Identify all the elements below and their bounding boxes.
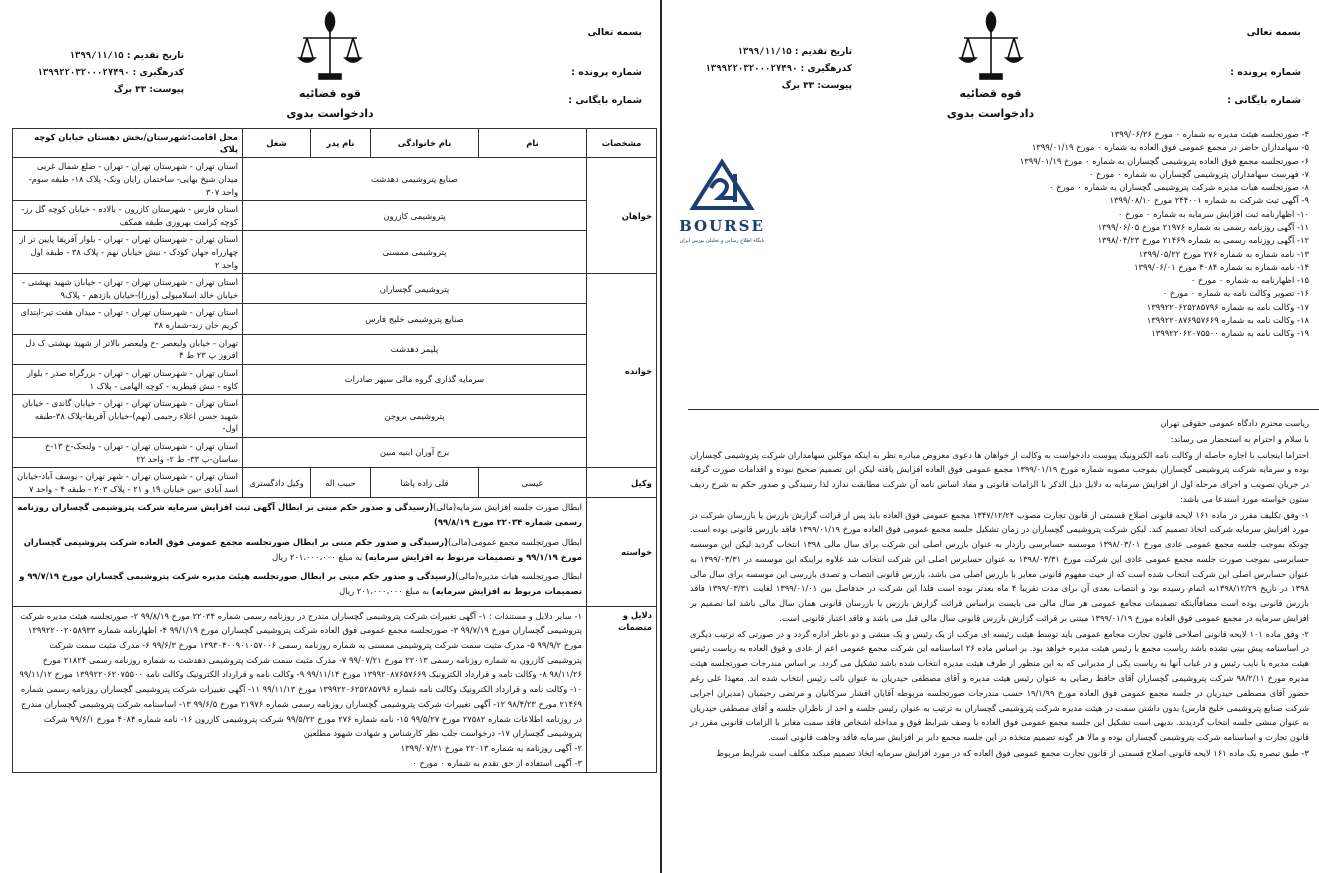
archive-number-label: شماره بایگانی : <box>568 94 642 106</box>
letter-paragraph: ۳- طبق تبصره یک ماده ۱۶۱ لایحه قانونی اصلاح قسمتی از قانون تجارت مجمع عمومی فوق العاده که در مورد افزایش سرمایه اتخاذ تصمیم میکند مکلف است شرایط مربوط <box>716 747 1309 758</box>
defendant-name: برج آوران ابنیه مبین <box>243 437 587 467</box>
attachment-item: ۱۴- نامه شماره به شماره ۴۰۸۴ مورخ ۱۳۹۹/۰۶/۰۱ <box>1134 261 1309 272</box>
defendant-address: استان تهران - شهرستان تهران - تهران - بزرگراه صدر - بلوار کاوه - نبش قیطریه - کوچه الهامی - پلاک ۱ <box>13 364 243 394</box>
plaintiff-address: استان فارس - شهرستان کازرون - بالاده - خیابان کوچه گل رز-کوچه کرامت بهروزی طبقه همکف <box>13 201 243 231</box>
lawyer-row <box>13 468 657 498</box>
request-item <box>17 535 582 564</box>
judiciary-emblem-block <box>260 4 400 122</box>
petition-parties-table <box>12 128 657 773</box>
defendant-row <box>13 304 657 334</box>
judiciary-emblem-block-2 <box>921 4 1061 122</box>
lawyer-name: عیسی <box>479 468 587 498</box>
attachment-item: ۷- فهرست سهامداران پتروشیمی گچساران به شماره ۰ مورخ ۰ <box>1088 168 1309 179</box>
request-plain: ابطال صورت جلسه افزایش سرمایه(مالی) <box>433 502 582 513</box>
col-job: شغل <box>243 129 311 158</box>
defendant-row <box>13 334 657 364</box>
court-name: قوه قضائیه <box>299 87 361 100</box>
defendant-row <box>13 364 657 394</box>
plaintiff-address: استان تهران - شهرستان تهران - تهران - بلوار آفریقا پایین تر از چهارراه جهان کودک - نبش خیابان نهم - پلاک ۳۸ - طبقه اول واحد ۲ <box>13 231 243 274</box>
lawyer-father: حبیب اله <box>311 468 371 498</box>
plaintiff-label: خواهان <box>587 158 657 274</box>
attachment-count: پیوست: ۳۳ برگ <box>113 85 184 96</box>
judiciary-emblem-icon <box>956 4 1026 84</box>
attachment-item: ۱۰- اظهارنامه ثبت افزایش سرمایه به شماره ۰ مورخ ۰ <box>1117 208 1309 219</box>
attachment-item: ۶- صورتجلسه مجمع فوق العاده پتروشیمی گچساران به شماره ۰ مورخ ۱۳۹۹/۰۱/۱۹ <box>1019 155 1309 166</box>
attachment-count-2: پیوست: ۳۳ برگ <box>781 81 852 92</box>
court-name-2: قوه قضائیه <box>959 87 1022 100</box>
defendant-row <box>13 437 657 467</box>
plaintiff-row <box>13 201 657 231</box>
defendant-address: استان تهران - شهرستان تهران - تهران - میدان هفت تیر-ابتدای کریم خان زند-شماره ۳۸ <box>13 304 243 334</box>
plaintiff-row <box>13 231 657 274</box>
bismillah: بسمه تعالی <box>587 27 642 38</box>
submission-info-2 <box>692 44 852 95</box>
request-label: خواسته <box>587 498 657 606</box>
letter-paragraph: ۱- وفق تکلیف مقرر در ماده ۱۶۱ لایحه قانونی اصلاح قسمتی از قانون تجارت مصوب ۱۳۴۷/۱۲/۲۴ مجمع عمومی فوق العاده باید پس از قرائت گزارش بازرس یا بازرسان شرکت در مورد افزایش سرمایه شرکت اتخاذ تصمیم کند. لیکن شرکت پتروشیمی گچساران در زمان تشکیل جلسه مجمع عمومی فوق العاده مورخ ۱۳۹۹/۰۱/۱۹ فاقد بازرس قانونی بوده است. چونکه بموجب جلسه مجمع عمومی عادی مورخ ۱۳۹۸/۰۳/۰۱ موسسه حسابرسی رازدار به عنوان بازرس اصلی این شرکت برای سال مالی ۱۳۹۸ انتخاب گردید لیکن این موسسه حسابرسی بموجب صورت جلسه مجمع عمومی عادی این شرکت مورخ ۱۳۹۸/۰۳/۳۱ به عنوان حسابرس اصلی این شرکت انتخاب شد علاوه براینکه این موسسه در ۱۳۹۹/۰۳/۳۱ به عنوان حسابرس اصلی این شرکت انتخاب شده است که از حیث مفهوم قانونی مغایر با بازرس اصلی می باشد، بازرس قانونی انتصاب و تصدی بازرسی این موسسه برای سال مالی ۱۳۹۸ در تاریخ ۱۳۹۸/۱۲/۲۹به اتمام رسیده بود و انتصاب بعدی آن برای مدت تقریبا ۴ ماه بعدتر بوده است فلذا این شرکت در حدفاصل بین ۱۳۹۹/۰۱/۰۱ لغایت ۱۳۹۹/۰۳/۳۱ فاقد بازرس قانونی بوده است مضافاًاینکه تصمیمات مجامع عمومی هر سال مالی می بایست براساس قرائت گزارش بازرس یا بازرسان قانونی همان سال مالی باشد اما تصمیم بر افزایش سرمایه در مجمع عمومی فوق العاده مورخ ۱۳۹۹/۰۱/۱۹ مبتنی بر قرائت گزارش بازرس قانونی سال مالی قبل می باشد و فاقد اعتبار قانونی است. <box>690 509 1310 623</box>
attachment-item: ۱۷- وکالت نامه به شماره ۱۳۹۹۲۲۰۶۲۵۲۸۵۷۹۶ <box>1146 301 1309 312</box>
header-fields <box>532 26 642 121</box>
plaintiff-name: پتروشیمی کازرون <box>243 201 587 231</box>
bourse-logo-icon <box>687 158 757 212</box>
attachment-item: ۱۹- وکالت نامه به شماره ۱۳۹۹۲۲۰۶۲۰۷۵۵۰۰ <box>1151 328 1309 339</box>
submission-date-2: تاریخ تقدیم : ۱۳۹۹/۱۱/۱۵ <box>737 47 852 57</box>
lawyer-job: وکیل دادگستری <box>243 468 311 498</box>
attachment-item: ۱۳- نامه شماره به شماره ۲۷۶ مورخ ۱۳۹۹/۰۵/۲۲ <box>1138 248 1309 259</box>
defendant-name: سرمایه گذاری گروه مالی سپهر صادرات <box>243 364 587 394</box>
attachment-item: ۵- سهامداران حاضر در مجمع عمومی فوق العاده به شماره ۰ مورخ ۱۳۹۹/۰۱/۱۹ <box>1031 142 1309 153</box>
header-fields-2 <box>1191 26 1301 121</box>
plaintiff-name: صنایع پتروشیمی دهدشت <box>243 158 587 201</box>
attachment-item: ۱۵- اظهارنامه به شماره ۰ مورخ ۰ <box>1190 275 1309 286</box>
attachment-item: ۴- صورتجلسه هیئت مدیره به شماره ۰ مورخ ۱۳۹۹/۰۶/۲۶ <box>1110 129 1309 139</box>
page-header-2 <box>662 0 1319 128</box>
plaintiff-address: استان تهران - شهرستان تهران - تهران - ضلع شمال غربی میدان شیخ بهایی- ساختمان رایان ونک- پلاک ۱۸- طبقه سوم- واحد ۳۰۷ <box>13 158 243 201</box>
defendant-row <box>13 395 657 438</box>
defendant-address: استان تهران - شهرستان تهران - تهران - ولنجک-خ ۱۳-خ ساسان-پ ۳۳- ط ۲- واحد ۲۲ <box>13 437 243 467</box>
tracking-code-2: کدرهگیری : ۱۳۹۹۲۲۰۳۲۰۰۰۲۷۴۹۰ <box>705 64 852 75</box>
evidence-row <box>13 606 657 773</box>
defendant-name: پتروشیمی گچساران <box>243 274 587 304</box>
col-address: محل اقامت:شهرستان/بخش دهستان خیابان کوچه پلاک <box>13 129 243 158</box>
request-bold: (رسیدگی و صدور حکم مبنی بر ابطال صورتجلسه مجمع عمومی فوق العاده شرکت پتروشیمی گچساران مورخ ۹۹/۱/۱۹ و تصمیمات مربوط به افزایش سرمایه) <box>23 536 582 562</box>
letter-paragraph: ۲- وفق ماده ۱۰۱ لایحه قانونی اصلاحی قانون تجارت مجامع عمومی باید توسط هیئت رئیسه ای مرکب از یک رئیس و یک منشی و دو ناظر اداره گردد و در صورتی که ترتیب دیگری در اساسنامه پیش بینی نشده باشد ریاست مجمع با رئیس هیئت مدیره خواهد بود. بر اساس ماده ۲۶ اساسنامه این شرکت مجمع عمومی اعم از عادی و فوق العاده به ریاست رئیس هیئت مدیره یا نایب رئیس و در غیاب آنها به ریاست یکی از مدیرانی که به این منظور از طرف هیئت مدیره انتخاب شده باشد تشکیل می گردد. بر اساس مندرجات صورتجلسه هیئت مدیره مورخ ۹۸/۲/۱۱ شرکت پتروشیمی گچساران آقای حافظ رضایی به عنوان رئیس هیئت مدیره و آقای مصطفی حیدریان به عنوان نائب رئیس انتخاب شده اند. معهذا علی رغم حضور آقای مصطفی حیدریان در جلسه مجمع عمومی فوق العاده مورخ ۱۹/۱/۹۹ حسب مندرجات صورتجلسه مربوطه آقایان افشار سرکانیان و مرتضی رحیمیان (مدیران اجرایی شرکت صنایع پتروشیمی خلیج فارس) بدون داشتن سمت در هیئت مدیره شرکت پتروشیمی گچساران به ترتیب به عنوان رئیس جلسه و احد از ناظران جلسه و آقای مصطفی حیدریان به عنوان منشی جلسه انتخاب گردیدند. بدیهی است تشکیل این جلسه مجمع عمومی فوق العاده با وصف شرایط فوق و مداخله اشخاص فاقد سمت مغایر با الزامات قانونی مقرر در قانون تجارت و اساسنامه شرکت پتروشیمی گچساران بوده و مالا هر گونه تصمیم متخذه در این جلسه مجمع دایر بر افزایش سرمایه فاقد وجاهت قانونی است. <box>690 628 1309 743</box>
defendant-label: خوانده <box>587 274 657 468</box>
request-amount: به مبلغ ۲۰۱،۰۰۰،۰۰۰ ریال <box>272 551 363 562</box>
letter-paragraph: احتراما اینجانب با اجازه حاصله از وکالت نامه الکترونیک پیوست دادخواست به وکالت از خواهان ها دعوی معروض مبادره نظر به اینکه موکلین سهامداران شرکت پتروشیمی گچساران بوده و سرمایه شرکت پتروشیمی گچساران بموجب مصوبه شماره مورخ ۱۳۹۹/۰۱/۱۹ مجمع عمومی فوق العاده افزایش یافته لیکن این تصمیم صحیح نبوده و اقدامات صورت گرفته در جریان تصویب و اجرای مرحله اول از افزایش سرمایه به دلایل ذیل الذکر با الزامات قانونی و مفاد اساس نامه آن شرکت مطابقت ندارد لذا رسیدگی و صدور حکم به شرح ردیف ستون خواسته مورد استدعا می باشد: <box>690 449 1309 504</box>
request-plain: ابطال صورتجلسه هیات مدیره(مالی) <box>455 571 582 582</box>
evidence-item: ۳- آگهی استفاده از حق تقدم به شماره ۰ مورخ ۰ <box>412 757 582 768</box>
request-plain: ابطال صورتجلسه مجمع عمومی(مالی) <box>447 536 582 547</box>
bourse-logo-text: BOURSE <box>679 217 765 236</box>
evidence-item: ۱- سایر دلایل و مستندات : ۱- آگهی تغییرات شرکت پتروشیمی گچساران مندرج در روزنامه رسمی شماره ۲۲۰۳۴ مورخ ۹۹/۸/۱۹ ۲- صورتجلسه هیئت مدیره شرکت پتروشیمی گچساران مورخ ۹۹/۷/۱۹ ۳- صورتجلسه مجمع عمومی فوق العاده شرکت پتروشیمی گچساران مورخ ۹۹/۱/۱۹ ۴- اظهارنامه شماره ۱۳۹۹۲۲۰۰۲۰۵۸۹۳۳ مورخ ۹۹/۹/۲ ۵- مدرک مثبت سمت شرکت پتروشیمی ممسنی به شماره روزنامه رسمی ۱۳۹۳۰۴۰۰۹۰۱۰۵۷۰۰۶ مورخ ۹۹/۶/۳ ۶- مدرک مثبت سمت شرکت پتروشیمی کازرون به شماره روزنامه رسمی ۲۲۰۱۳ مورخ ۹۹/۰۷/۲۱ ۷- مدرک مثبت سمت شرکت پتروشیمی دهدشت به شماره روزنامه رسمی ۲۱۸۲۴ مورخ ۹۸/۱۱/۲۶ ۸- وکالت نامه و قرارداد الکترونیک ۱۳۹۹۲۰۸۷۶۵۷۶۶۹ مورخ ۹۹/۱۱/۱۴ ۹- وکالت نامه و قرارداد الکترونیک وکالت نامه ۱۳۹۹۲۲۰۶۲۰۷۵۵۰۰ مورخ ۹۹/۱۱/۱۲ ۱۰- وکالت نامه و قرارداد الکترونیک وکالت نامه شماره ۱۳۹۹۲۲۰۶۲۵۲۸۵۷۹۶ مورخ ۹۹/۱۱/۱۳ ۱۱- آگهی تغییرات شرکت پتروشیمی گچساران روزنامه رسمی شماره ۲۱۴۶۹ مورخ ۹۸/۴/۲۳ ۱۲- آگهی تغییرات شرکت پتروشیمی گچساران روزنامه رسمی شماره ۲۱۹۷۶ مورخ ۹۹/۶/۵ ۱۳- اساسنامه شرکت پتروشیمی گچساران مندرج در روزنامه اطلاعات شماره ۲۷۵۸۲ مورخ ۹۹/۵/۲۷ ۱۵- نامه شماره ۲۷۶ مورخ ۹۹/۵/۲۲ شرکت پتروشیمی کازرون ۱۶- نامه شماره ۴۰۸۴ مورخ ۹۹/۶/۱ شرکت پتروشیمی گچساران ۱۷- درخواست جلب نظر کارشناس و شهادت شهود مطلعین <box>19 610 582 739</box>
lawyer-address: استان تهران - شهرستان تهران - شهر تهران - یوسف آباد-خیابان اسد آبادی -بین خیابان ۱۹ و ۲۱ - پلاک ۲۰۳ - طبقه ۴ - واحد ۷ <box>13 468 243 498</box>
request-bold: (رسیدگی و صدور حکم مبنی بر ابطال صورتجلسه هیئت مدیره شرکت پتروشیمی گچساران مورخ ۹۹/۷/۱۹ و تصمیمات مربوط به افزایش سرمایه) <box>19 571 582 596</box>
col-spec: مشخصات <box>587 129 657 158</box>
archive-number-label-2: شماره بایگانی : <box>1227 94 1301 106</box>
judiciary-emblem-icon <box>295 4 365 84</box>
document-title: دادخواست بدوی <box>286 106 374 120</box>
plaintiff-rows <box>13 158 657 274</box>
lawyer-label: وکیل <box>587 468 657 498</box>
evidence-item: ۲- آگهی روزنامه به شماره ۲۲۰۱۳ مورخ ۱۳۹۹/۰۷/۲۱ <box>400 742 582 753</box>
lawyer-family: قلی زاده پاشا <box>371 468 479 498</box>
request-row <box>13 498 657 606</box>
attachment-item: ۸- صورتجلسه هیات مدیره شرکت پتروشیمی گچساران به شماره ۰ مورخ ۰ <box>1049 182 1309 193</box>
attachment-item: ۱۶- تصویر وکالت نامه به شماره ۰ مورخ ۰ <box>1162 288 1309 299</box>
attachment-item: ۱۱- آگهی روزنامه رسمی به شماره ۲۱۹۷۶ مورخ ۱۳۹۹/۰۶/۰۵ <box>1097 221 1309 232</box>
plaintiff-row <box>13 158 657 201</box>
document-title-2: دادخواست بدوی <box>946 106 1035 120</box>
request-bold: (رسیدگی و صدور حکم مبنی بر ابطال آگهی ثبت افزایش سرمایه شرکت پتروشیمی گچساران روزنامه رسمی شماره ۲۲۰۳۴ مورخ ۹۹/۸/۱۹) <box>17 502 582 528</box>
evidence-cell <box>13 606 587 773</box>
letter-salutation: ریاست محترم دادگاه عمومی حقوقی تهران <box>1160 418 1309 428</box>
petition-page-2 <box>662 0 1319 873</box>
submission-info <box>24 48 184 99</box>
defendant-name: پتروشیمی بروجن <box>243 395 587 438</box>
defendant-name: پلیمر دهدشت <box>243 334 587 364</box>
bourse-logo-subtitle: پایگاه اطلاع رسانی و تحلیلی بورس ایران <box>679 238 765 245</box>
page-header <box>0 0 660 128</box>
attachment-item: ۱۲- آگهی روزنامه رسمی به شماره ۲۱۴۶۹ مورخ ۱۳۹۸/۰۴/۲۳ <box>1097 235 1309 246</box>
evidence-label: دلایل و منضمات <box>587 606 657 773</box>
tracking-code: کدرهگیری : ۱۳۹۹۲۲۰۳۲۰۰۰۲۷۴۹۰ <box>37 68 184 79</box>
bourse-logo <box>672 158 772 245</box>
plaintiff-name: پتروشیمی ممسنی <box>243 231 587 274</box>
defendant-rows <box>13 274 657 468</box>
case-number-label-2: شماره پرونده : <box>1230 66 1301 78</box>
submission-date: تاریخ تقدیم : ۱۳۹۹/۱۱/۱۵ <box>69 51 184 61</box>
col-family: نام خانوادگی <box>371 129 479 158</box>
defendant-row <box>13 274 657 304</box>
request-cell <box>13 498 587 606</box>
defendant-address: استان تهران - شهرستان تهران - تهران - خیابان گاندی - خیابان شهید حسن اعلاء رحیمی (نهم)-خیابان آفریقا-پلاک ۳۸-طبقه اول- <box>13 395 243 438</box>
request-amount: به مبلغ ۲۰۱،۰۰۰،۰۰۰ ریال <box>339 585 430 596</box>
defendant-name: صنایع پتروشیمی خلیج فارس <box>243 304 587 334</box>
attachment-item: ۱۸- وکالت نامه به شماره ۱۳۹۹۲۲۰۸۷۶۹۵۷۶۶۹ <box>1146 314 1309 325</box>
table-header-row <box>13 129 657 158</box>
petition-letter-body <box>690 416 1309 762</box>
bismillah-2: بسمه تعالی <box>1246 27 1301 38</box>
letter-paragraph: با سلام و احترام به استحضار می رساند: <box>1170 433 1309 444</box>
defendant-address: تهران - خیابان ولیعصر -خ ولیعصر بالاتر از شهید بهشتی ک دل افروز پ ۲۳ ط ۴ <box>13 334 243 364</box>
request-item <box>17 569 582 598</box>
attachments-list <box>990 128 1309 341</box>
col-name: نام <box>479 129 587 158</box>
attachment-item: ۹- آگهی ثبت شرکت به شماره ۲۴۴۰۰۱ مورخ ۱۳۹۹/۰۸/۱۰ <box>1109 195 1309 206</box>
col-father: نام پدر <box>311 129 371 158</box>
defendant-address: استان تهران - شهرستان تهران - تهران - خیابان شهید بهشتی - خیابان خالد اسلامبولی (وزرا)-خیابان یازدهم - پلاک۹ <box>13 274 243 304</box>
section-separator <box>688 409 1319 410</box>
case-number-label: شماره پرونده : <box>571 66 642 78</box>
request-item <box>17 500 582 529</box>
